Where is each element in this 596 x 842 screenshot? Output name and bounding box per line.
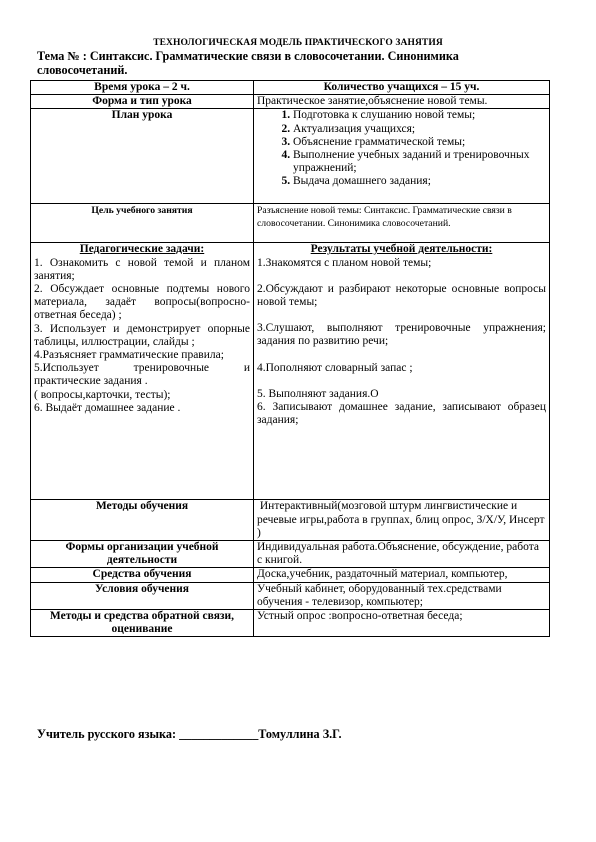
table-row bbox=[31, 610, 550, 637]
results-cell bbox=[254, 243, 550, 500]
tasks-header: Педагогические задачи: bbox=[79, 243, 205, 256]
plan-item: 3. Объяснение грамматической темы; bbox=[293, 136, 546, 149]
plan-item: 4. Выполнение учебных заданий и тренировочных упражнений; bbox=[293, 149, 546, 175]
lesson-model-table bbox=[30, 80, 550, 637]
task-item: 2. Обсуждает основные подтемы нового материала, задаёт вопросы(вопросно-ответная беседа) ; bbox=[34, 283, 250, 322]
table-row bbox=[31, 541, 550, 568]
table-row bbox=[31, 568, 550, 582]
tasks-cell bbox=[31, 243, 254, 500]
feedback-value: Устный опрос :вопросно-ответная беседа; bbox=[254, 610, 550, 637]
table-row bbox=[31, 95, 550, 109]
topic-line-2: словосочетаний. bbox=[37, 63, 128, 77]
plan-cell bbox=[254, 109, 550, 204]
table-row bbox=[31, 243, 550, 500]
goal-value: Разъяснение новой темы: Синтаксис. Грамматические связи в словосочетании. Синонимика словосочетаний. bbox=[254, 204, 550, 243]
means-value: Доска,учебник, раздаточный материал, компьютер, bbox=[254, 568, 550, 582]
plan-list bbox=[257, 109, 546, 188]
task-item: 4.Разъясняет грамматические правила; bbox=[34, 349, 224, 362]
plan-item: 1. Подготовка к слушанию новой темы; bbox=[293, 109, 546, 122]
table-row bbox=[31, 109, 550, 204]
table-row bbox=[31, 204, 550, 243]
means-label: Средства обучения bbox=[31, 568, 254, 582]
teacher-signature: Учитель русского языка: _____________Томуллина З.Г. bbox=[37, 727, 342, 741]
form-label: Форма и тип урока bbox=[31, 95, 254, 109]
form-value: Практическое занятие,объяснение новой темы. bbox=[254, 95, 550, 109]
org-label: Формы организации учебной деятельности bbox=[31, 541, 254, 568]
table-row bbox=[31, 500, 550, 541]
task-item: ( вопросы,карточки, тесты); bbox=[34, 388, 171, 401]
plan-label: План урока bbox=[31, 109, 254, 204]
goal-label: Цель учебного занятия bbox=[31, 204, 254, 243]
plan-item: 2. Актуализация учащихся; bbox=[293, 123, 546, 136]
result-item: 4.Пополняют словарный запас ; bbox=[257, 361, 413, 374]
task-item: 3. Использует и демонстрирует опорные таблицы, иллюстрации, слайды ; bbox=[34, 322, 250, 348]
result-item: 3.Слушают, выполняют тренировочные упражнения; задания по развитию речи; bbox=[257, 322, 546, 348]
students-cell: Количество учащихся – 15 уч. bbox=[254, 81, 550, 95]
time-cell: Время урока – 2 ч. bbox=[31, 81, 254, 95]
results-header: Результаты учебной деятельности: bbox=[310, 243, 493, 256]
topic-line-1: Тема № : Синтаксис. Грамматические связи в словосочетании. Синонимика bbox=[37, 49, 459, 63]
plan-item: 5. Выдача домашнего задания; bbox=[293, 175, 546, 188]
result-item: 1.Знакомятся с планом новой темы; bbox=[257, 256, 432, 269]
org-value: Индивидуальная работа.Объяснение, обсуждение, работа с книгой. bbox=[254, 541, 550, 568]
result-item: 2.Обсуждают и разбирают некоторые основные вопросы новой темы; bbox=[257, 282, 546, 309]
feedback-label: Методы и средства обратной связи, оценивание bbox=[31, 610, 254, 637]
task-item: 6. Выдаёт домашнее задание . bbox=[34, 401, 181, 414]
result-item: 5. Выполняют задания.О bbox=[257, 387, 379, 400]
table-row bbox=[31, 582, 550, 609]
methods-label: Методы обучения bbox=[31, 500, 254, 541]
task-item: 5.Использует тренировочные и практические задания . bbox=[34, 362, 250, 388]
conditions-label: Условия обучения bbox=[31, 582, 254, 609]
conditions-value: Учебный кабинет, оборудованный тех.средствами обучения - телевизор, компьютер; bbox=[254, 582, 550, 609]
topic-heading bbox=[37, 49, 557, 77]
result-item: 6. Записывают домашнее задание, записывают образец задания; bbox=[257, 401, 546, 427]
table-row bbox=[31, 81, 550, 95]
task-item: 1. Ознакомить с новой темой и планом занятия; bbox=[34, 256, 250, 282]
methods-value: Интерактивный(мозговой штурм лингвистические и речевые игры,работа в группах, блиц опрос, З/Х/У, Инсерт ) bbox=[254, 500, 550, 541]
document-title: ТЕХНОЛОГИЧЕСКАЯ МОДЕЛЬ ПРАКТИЧЕСКОГО ЗАНЯТИЯ bbox=[153, 38, 443, 48]
